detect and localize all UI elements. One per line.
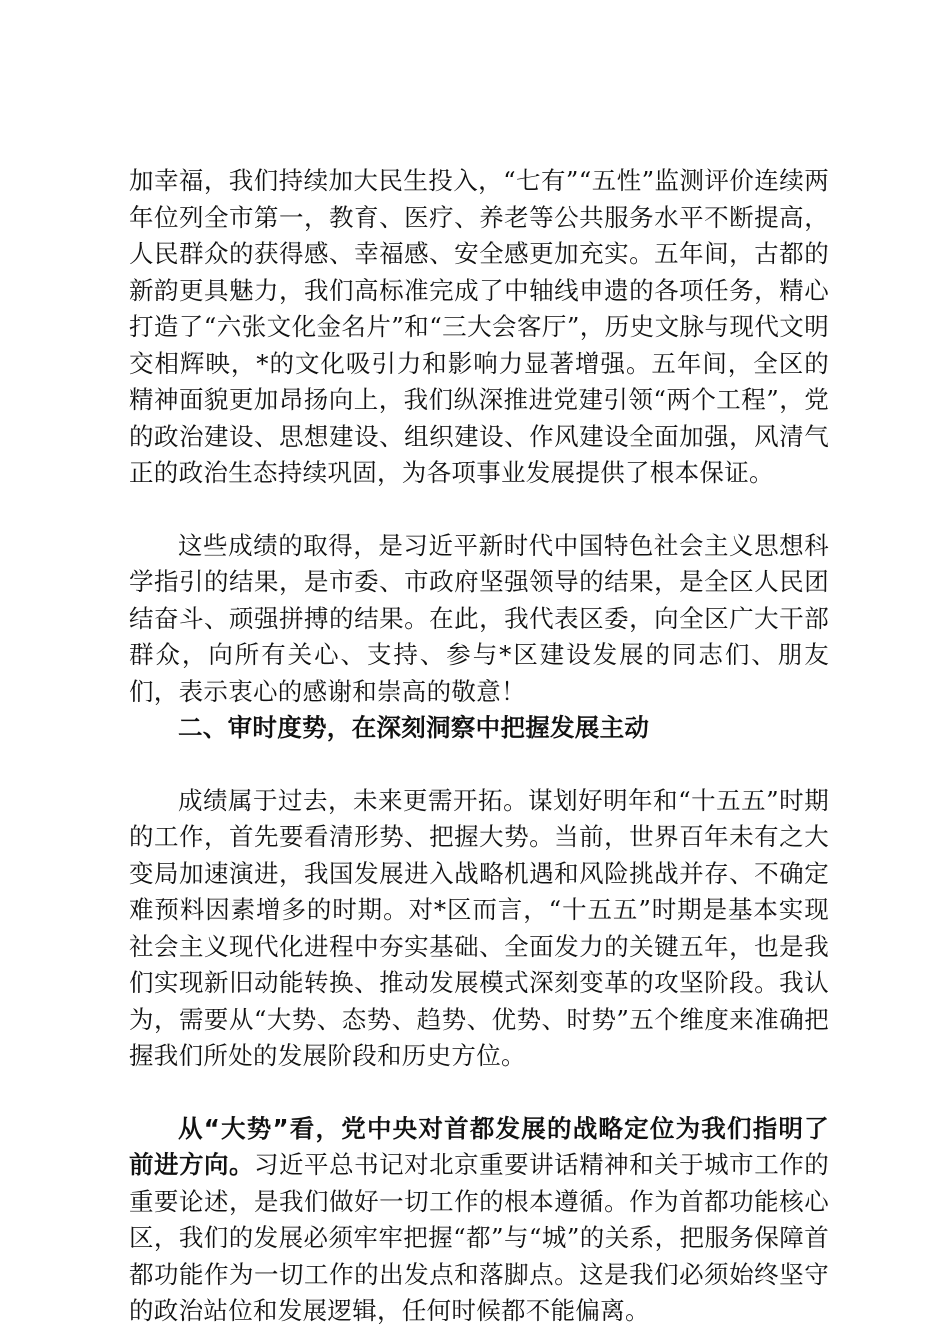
paragraph-2: 这些成绩的取得，是习近平新时代中国特色社会主义思想科学指引的结果，是市委、市政府坚强领导的结果，是全区人民团结奋斗、顽强拼搏的结果。在此，我代表区委，向全区广大干部群众，向所有关心、支持、参与*区建设发展的同志们、朋友们，表示衷心的感谢和崇高的敬意！ (129, 530, 829, 706)
document-body (129, 163, 829, 1330)
paragraph-4 (129, 1111, 829, 1330)
paragraph-1: 加幸福，我们持续加大民生投入，“七有”“五性”监测评价连续两年位列全市第一，教育、医疗、养老等公共服务水平不断提高，人民群众的获得感、幸福感、安全感更加充实。五年间，古都的新韵更具魅力，我们高标准完成了中轴线申遗的各项任务，精心打造了“六张文化金名片”和“三大会客厅”，历史文脉与现代文明交相辉映，*的文化吸引力和影响力显著增强。五年间，全区的精神面貌更加昂扬向上，我们纵深推进党建引领“两个工程”，党的政治建设、思想建设、组织建设、作风建设全面加强，风清气正的政治生态持续巩固，为各项事业发展提供了根本保证。 (129, 166, 829, 487)
section-heading: 二、审时度势，在深刻洞察中把握发展主动 (178, 713, 650, 742)
paragraph-4-body: 习近平总书记对北京重要讲话精神和关于城市工作的重要论述，是我们做好一切工作的根本遵循。作为首都功能核心区，我们的发展必须牢牢把握“都”与“城”的关系，把服务保障首都功能作为一切工作的出发点和落脚点。这是我们必须始终坚守的政治站位和发展逻辑，任何时候都不能偏离。 (129, 1150, 830, 1325)
paragraph-4-lead: 从“大势”看，党中央对首都发展的战略定位为我们指明了前进方向。 (129, 1113, 829, 1179)
paragraph-3: 成绩属于过去，未来更需开拓。谋划好明年和“十五五”时期的工作，首先要看清形势、把握大势。当前，世界百年未有之大变局加速演进，我国发展进入战略机遇和风险挑战并存、不确定难预料因素增多的时期。对*区而言，“十五五”时期是基本实现社会主义现代化进程中夯实基础、全面发力的关键五年，也是我们实现新旧动能转换、推动发展模式深刻变革的攻坚阶段。我认为，需要从“大势、态势、趋势、优势、时势”五个维度来准确把握我们所处的发展阶段和历史方位。 (129, 785, 829, 1070)
